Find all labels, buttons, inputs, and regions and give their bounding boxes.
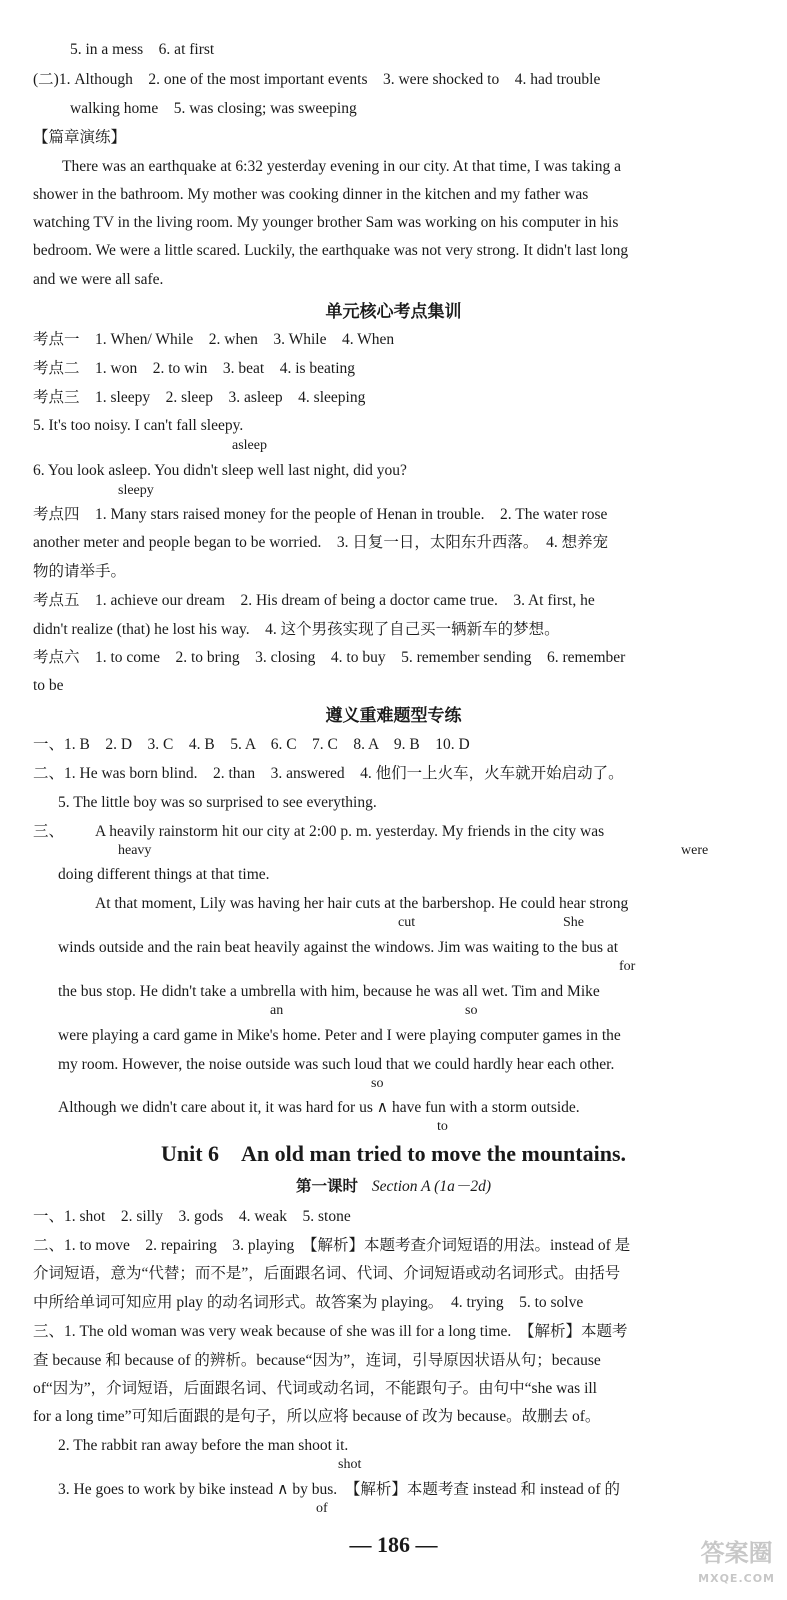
correction-line: the bus stop. He didn't take a umbrella with him, because he was all wet. Tim and Mike <box>58 983 600 1000</box>
correction-word: so <box>465 1003 478 1018</box>
correction-word: for <box>619 959 636 974</box>
answer-line: 考点一 1. When/ While 2. when 3. While 4. When <box>33 331 395 348</box>
correction-word: were <box>681 843 709 858</box>
answer-line: 考点五 1. achieve our dream 2. His dream of being a doctor came true. 3. At first, he <box>33 592 595 609</box>
passage-line: bedroom. We were a little scared. Luckily, the earthquake was not very strong. It didn't last long <box>33 242 629 259</box>
correction-line: 6. You look asleep. You didn't sleep well last night, did you? <box>33 462 407 479</box>
lesson-section: Section A (1a－2d) <box>371 1178 491 1195</box>
answer-line: 一、1. B 2. D 3. C 4. B 5. A 6. C 7. C 8. A 9. B 10. D <box>33 736 470 753</box>
section-label: 【篇章演练】 <box>33 129 127 146</box>
passage-line: doing different things at that time. <box>58 866 270 883</box>
correction-line: my room. However, the noise outside was such loud that we could hardly hear each other. <box>58 1056 615 1073</box>
answer-line: (二)1. Although 2. one of the most important events 3. were shocked to 4. had trouble <box>33 71 601 88</box>
section-heading: 单元核心考点集训 <box>325 302 462 322</box>
answer-line: another meter and people began to be worried. 3. 日复一日，太阳东升西落。 4. 想养宠 <box>33 534 609 551</box>
correction-word: She <box>563 915 584 930</box>
correction-word: sleepy <box>118 483 154 498</box>
answer-line: walking home 5. was closing; was sweeping <box>70 100 357 117</box>
answer-line: 5. in a mess 6. at first <box>70 41 215 58</box>
passage-line: and we were all safe. <box>33 271 164 288</box>
page-number: — 186 — <box>349 1532 438 1557</box>
answer-line: 查 because 和 because of 的辨析。because“因为”，连词，引导原因状语从句；because <box>33 1352 601 1369</box>
unit-title: Unit 6 An old man tried to move the mountains. <box>160 1141 627 1166</box>
correction-line: 5. It's too noisy. I can't fall sleepy. <box>33 417 244 434</box>
answer-label: 三、 <box>33 823 65 840</box>
section-heading: 遵义重难题型专练 <box>325 706 462 726</box>
lesson-heading <box>0 1176 787 1197</box>
correction-word: heavy <box>118 843 152 858</box>
answer-line: 二、1. He was born blind. 2. than 3. answered 4. 他们一上火车，火车就开始启动了。 <box>33 765 624 782</box>
correction-line: At that moment, Lily was having her hair cuts at the barbershop. He could hear strong <box>95 895 629 912</box>
correction-word: to <box>437 1119 448 1134</box>
answer-line: 介词短语，意为“代替；而不是”，后面跟名词、代词、介词短语或动名词形式。由括号 <box>33 1265 621 1282</box>
answer-line: 一、1. shot 2. silly 3. gods 4. weak 5. stone <box>33 1208 351 1225</box>
answer-line: 考点二 1. won 2. to win 3. beat 4. is beating <box>33 360 356 377</box>
watermark-url: MXQE.COM <box>698 1572 775 1585</box>
watermark-text: 答案圈 <box>700 1539 773 1567</box>
correction-line: were playing a card game in Mike's home. Peter and I were playing computer games in the <box>58 1027 621 1044</box>
correction-line: A heavily rainstorm hit our city at 2:00 p. m. yesterday. My friends in the city was <box>95 823 605 840</box>
answer-line: for a long time”可知后面跟的是句子，所以应将 because of 改为 because。故删去 of。 <box>33 1408 601 1425</box>
answer-line: 中所给单词可知应用 play 的动名词形式。故答案为 playing。 4. trying 5. to solve <box>33 1294 584 1311</box>
correction-word: shot <box>338 1457 362 1472</box>
passage-line: There was an earthquake at 6:32 yesterday evening in our city. At that time, I was taking a <box>62 158 621 175</box>
correction-word: cut <box>398 915 416 930</box>
answer-line: 二、1. to move 2. repairing 3. playing 【解析】本题考查介词短语的用法。instead of 是 <box>33 1237 631 1254</box>
answer-line: didn't realize (that) he lost his way. 4. 这个男孩实现了自己买一辆新车的梦想。 <box>33 621 560 638</box>
watermark-logo <box>698 1540 775 1592</box>
answer-line: 考点四 1. Many stars raised money for the people of Henan in trouble. 2. The water rose <box>33 506 608 523</box>
correction-line: Although we didn't care about it, it was hard for us ∧ have fun with a storm outside. <box>58 1099 580 1116</box>
answer-line: 5. The little boy was so surprised to see everything. <box>58 794 377 811</box>
correction-word: asleep <box>232 438 267 453</box>
answer-line: 考点三 1. sleepy 2. sleep 3. asleep 4. sleeping <box>33 389 366 406</box>
correction-line: 3. He goes to work by bike instead ∧ by bus. 【解析】本题考查 instead 和 instead of 的 <box>58 1481 620 1498</box>
correction-word: an <box>270 1003 284 1018</box>
correction-line: winds outside and the rain beat heavily against the windows. Jim was waiting to the bus at <box>58 939 619 956</box>
answer-line: 考点六 1. to come 2. to bring 3. closing 4. to buy 5. remember sending 6. remember <box>33 649 626 666</box>
correction-line: 2. The rabbit ran away before the man shoot it. <box>58 1437 349 1454</box>
passage-line: watching TV in the living room. My younger brother Sam was working on his computer in his <box>33 214 619 231</box>
answer-line: 三、1. The old woman was very weak because of she was ill for a long time. 【解析】本题考 <box>33 1323 628 1340</box>
correction-word: so <box>371 1076 384 1091</box>
lesson-number: 第一课时 <box>296 1177 359 1195</box>
answer-line: 物的请举手。 <box>33 563 127 580</box>
passage-line: shower in the bathroom. My mother was cooking dinner in the kitchen and my father was <box>33 186 589 203</box>
answer-line: to be <box>33 677 64 694</box>
correction-word: of <box>316 1501 328 1516</box>
answer-line: of“因为”，介词短语，后面跟名词、代词或动名词，不能跟句子。由句中“she was ill <box>33 1380 597 1397</box>
